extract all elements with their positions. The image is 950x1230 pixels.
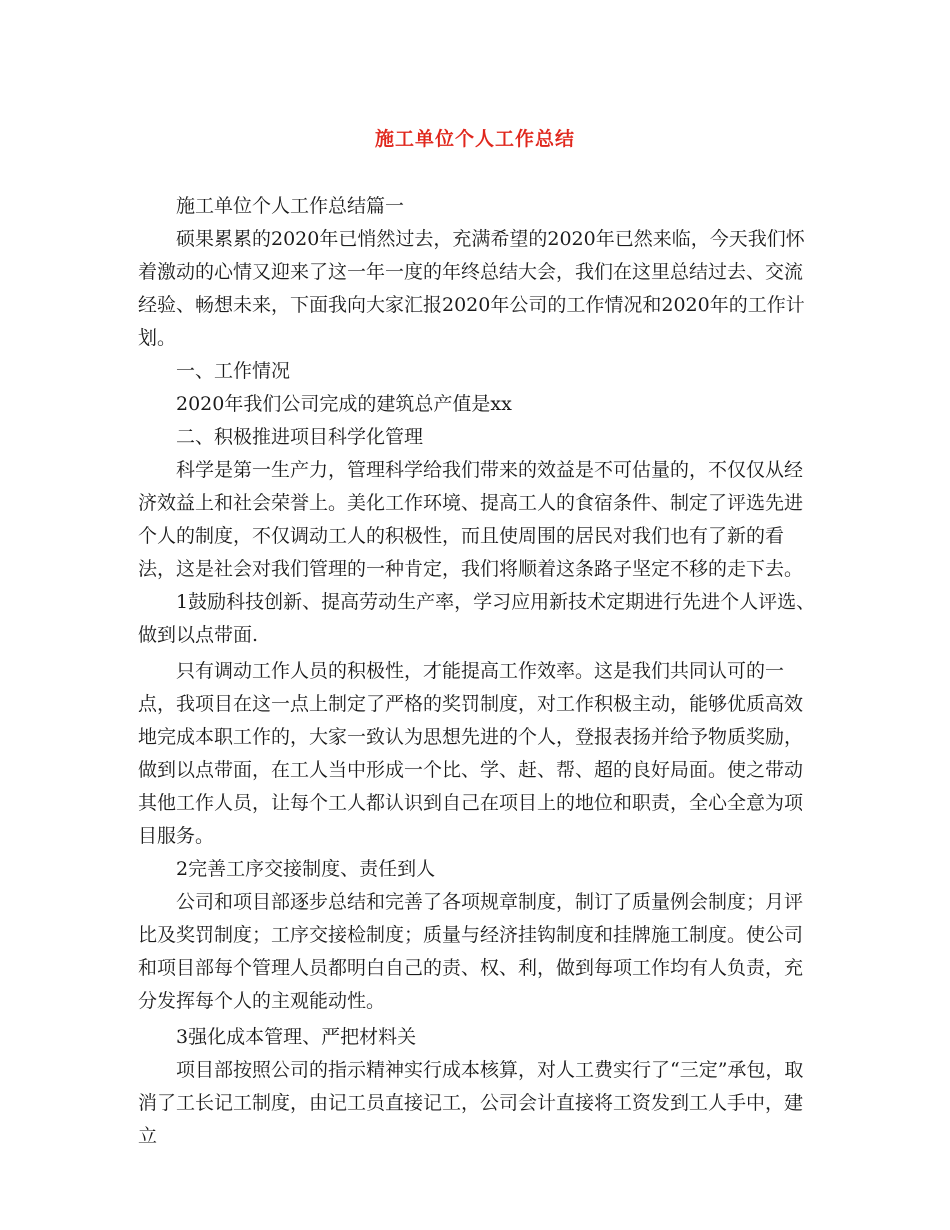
paragraph-motivation: 只有调动工作人员的积极性，才能提高工作效率。这是我们共同认可的一点，我项目在这一点上制定了严格的奖罚制度，对工作积极主动，能够优质高效地完成本职工作的，大家一致认为思想先进的个人，登报表扬并给予物质奖励，做到以点带面，在工人当中形成一个比、学、赶、帮、超的良好局面。使之带动其他工作人员，让每个工人都认识到自己在项目上的地位和职责，全心全意为项目服务。: [138, 660, 804, 847]
section-heading: 一、工作情况: [176, 360, 291, 382]
section-heading: 施工单位个人工作总结篇一: [176, 195, 405, 217]
document-title: 施工单位个人工作总结: [374, 128, 575, 150]
paragraph-science: 科学是第一生产力，管理科学给我们带来的效益是不可估量的，不仅仅从经济效益上和社会荣誉上。美化工作环境、提高工人的食宿条件、制定了评选先进个人的制度，不仅调动工人的积极性，而且使周围的居民对我们也有了新的看法，这是社会对我们管理的一种肯定，我们将顺着这条路子坚定不移的走下去。: [138, 459, 804, 580]
subsection-heading: 1鼓励科技创新、提高劳动生产率，学习应用新技术定期进行先进个人评选、做到以点带面.: [138, 591, 816, 646]
paragraph-cost: 项目部按照公司的指示精神实行成本核算，对人工费实行了“三定”承包，取消了工长记工制度，由记工员直接记工，公司会计直接将工资发到工人手中，建立: [138, 1059, 804, 1147]
subsection-heading: 2完善工序交接制度、责任到人: [176, 858, 436, 880]
document-body: [138, 190, 818, 1153]
section-heading: 二、积极推进项目科学化管理: [176, 426, 424, 448]
paragraph-output: 2020年我们公司完成的建筑总产值是xx: [176, 393, 512, 415]
subsection-heading: 3强化成本管理、严把材料关: [176, 1026, 417, 1048]
paragraph-rules: 公司和项目部逐步总结和完善了各项规章制度，制订了质量例会制度；月评比及奖罚制度；工序交接检制度；质量与经济挂钩制度和挂牌施工制度。使公司和项目部每个管理人员都明白自己的责、权、利，做到每项工作均有人负责，充分发挥每个人的主观能动性。: [138, 891, 804, 1012]
paragraph-intro: 硕果累累的2020年已悄然过去，充满希望的2020年已然来临，今天我们怀着激动的心情又迎来了这一年一度的年终总结大会，我们在这里总结过去、交流经验、畅想未来，下面我向大家汇报2020年公司的工作情况和2020年的工作计划。: [138, 228, 805, 349]
